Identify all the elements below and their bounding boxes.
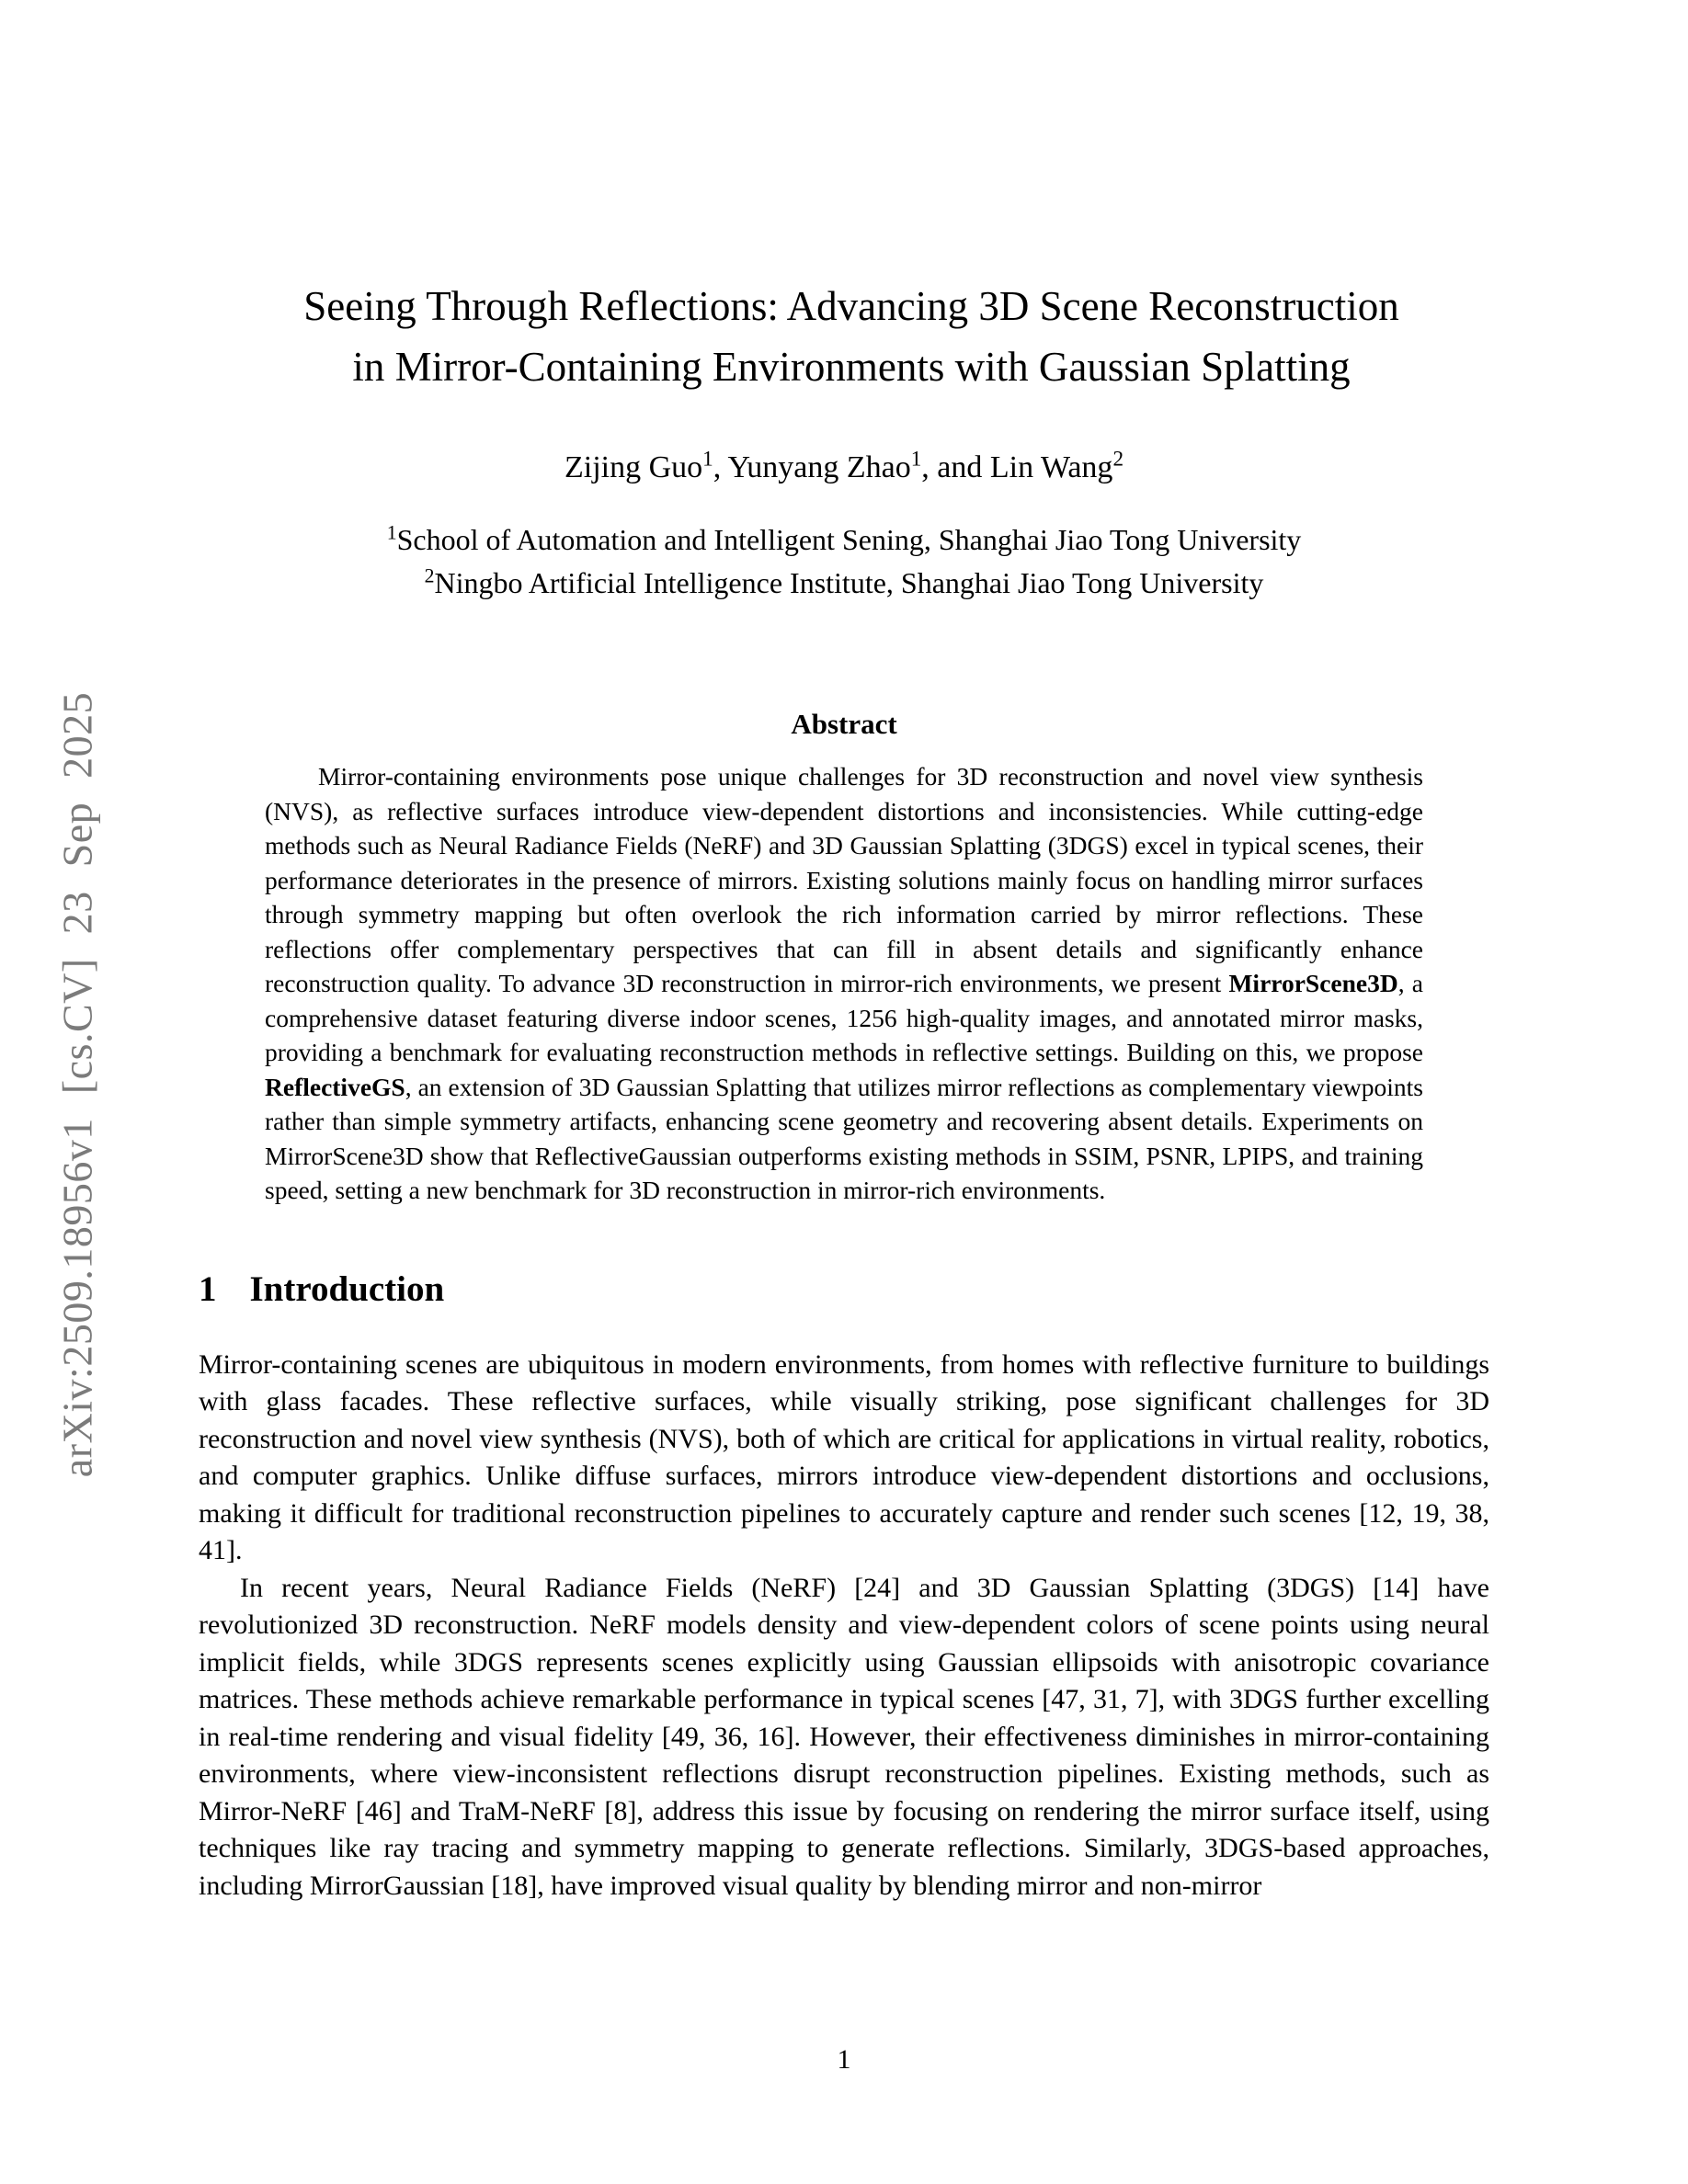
abstract-heading: Abstract (791, 708, 897, 740)
introduction-paragraph-2: In recent years, Neural Radiance Fields (NeRF) [24] and 3D Gaussian Splatting (3DGS) [14] have revolutionized 3D reconstruction. NeRF models density and view-dependent colors of scene points using neural implicit fields, while 3DGS represents scenes explicitly using Gaussian ellipsoids with anisotropic covariance matrices. These methods achieve remarkable performance in typical scenes [47, 31, 7], with 3DGS further excelling in real-time rendering and visual fidelity [49, 36, 16]. However, their effectiveness diminishes in mirror-containing environments, where view-inconsistent reflections disrupt reconstruction pipelines. Existing methods, such as Mirror-NeRF [46] and TraM-NeRF [8], address this issue by focusing on rendering the mirror surface itself, using techniques like ray tracing and symmetry mapping to generate reflections. Similarly, 3DGS-based approaches, including MirrorGaussian [18], have improved visual quality by blending mirror and non-mirror (199, 1572, 1489, 1901)
abstract-bold-reflectivegs: ReflectiveGS (265, 1072, 405, 1101)
abstract-bold-mirrorscene3d: MirrorScene3D (1228, 969, 1398, 997)
page-number: 1 (837, 2044, 851, 2075)
affiliation-1-text: School of Automation and Intelligent Sening, Shanghai Jiao Tong University (396, 523, 1302, 556)
abstract-section (199, 708, 1489, 1208)
author-3-name: Lin Wang (989, 450, 1113, 484)
abstract-text-part-1: Mirror-containing environments pose unique challenges for 3D reconstruction and novel view synthesis (NVS), as reflective surfaces introduce view-dependent distortions and inconsistencies. While cutting-edge methods such as Neural Radiance Fields (NeRF) and 3D Gaussian Splatting (3DGS) excel in typical scenes, their performance deteriorates in the presence of mirrors. Existing solutions mainly focus on handling mirror surfaces through symmetry mapping but often overlook the rich information carried by mirror reflections. These reflections offer complementary perspectives that can fill in absent details and significantly enhance reconstruction quality. To advance 3D reconstruction in mirror-rich environments, we present (265, 762, 1423, 997)
author-3 (989, 447, 1123, 484)
arxiv-watermark-text: arXiv:2509.18956v1 [cs.CV] 23 Sep 2025 (53, 691, 101, 1478)
author-2 (727, 447, 990, 484)
author-line (199, 449, 1489, 487)
page-footer (0, 2044, 1688, 2076)
section-title: Introduction (249, 1268, 445, 1309)
author-3-affiliation-mark: 2 (1112, 447, 1123, 472)
author-2-affiliation-mark: 1 (910, 447, 922, 472)
abstract-text-part-2: , a comprehensive dataset featuring diverse indoor scenes, 1256 high-quality images, and annotated mirror masks, providing a benchmark for evaluating reconstruction methods in reflective settings. Building on this, we propose (265, 969, 1423, 1066)
author-2-name: Yunyang Zhao (727, 450, 911, 484)
affiliation-1 (199, 518, 1489, 562)
author-1-name: Zijing Guo (564, 450, 703, 484)
affiliation-block (199, 518, 1489, 605)
affiliation-2-text: Ningbo Artificial Intelligence Institute, Shanghai Jiao Tong University (434, 566, 1264, 599)
paper-title (199, 276, 1504, 397)
abstract-text-part-3: , an extension of 3D Gaussian Splatting that utilizes mirror reflections as complementary viewpoints rather than simple symmetry artifacts, enhancing scene geometry and recovering absent details. Experiments on MirrorScene3D show that ReflectiveGaussian outperforms existing methods in SSIM, PSNR, LPIPS, and training speed, setting a new benchmark for 3D reconstruction in mirror-rich environments. (265, 1072, 1423, 1204)
author-separator-1: , (713, 450, 728, 484)
author-1-affiliation-mark: 1 (702, 447, 713, 472)
paper-title-line-2: in Mirror-Containing Environments with Gaussian Splatting (352, 344, 1351, 390)
affiliation-2-mark: 2 (424, 564, 435, 587)
introduction-paragraph-1: Mirror-containing scenes are ubiquitous in modern environments, from homes with reflective furniture to buildings with glass facades. These reflective surfaces, while visually striking, pose significant challenges for 3D reconstruction and novel view synthesis (NVS), both of which are critical for applications in virtual reality, robotics, and computer graphics. Unlike diffuse surfaces, mirrors introduce view-dependent distortions and occlusions, making it difficult for traditional reconstruction pipelines to accurately capture and render such scenes [12, 19, 38, 41]. (199, 1348, 1489, 1565)
paper-title-line-1: Seeing Through Reflections: Advancing 3D Scene Reconstruction (303, 283, 1399, 329)
abstract-text (265, 759, 1423, 1208)
affiliation-1-mark: 1 (386, 521, 397, 544)
section-number: 1 (199, 1268, 217, 1309)
section-heading-introduction (199, 1268, 1489, 1310)
arxiv-watermark (53, 692, 102, 1477)
paper-content (199, 0, 1489, 1905)
author-1 (564, 447, 728, 484)
affiliation-2 (199, 562, 1489, 605)
author-separator-2: , and (921, 450, 990, 484)
